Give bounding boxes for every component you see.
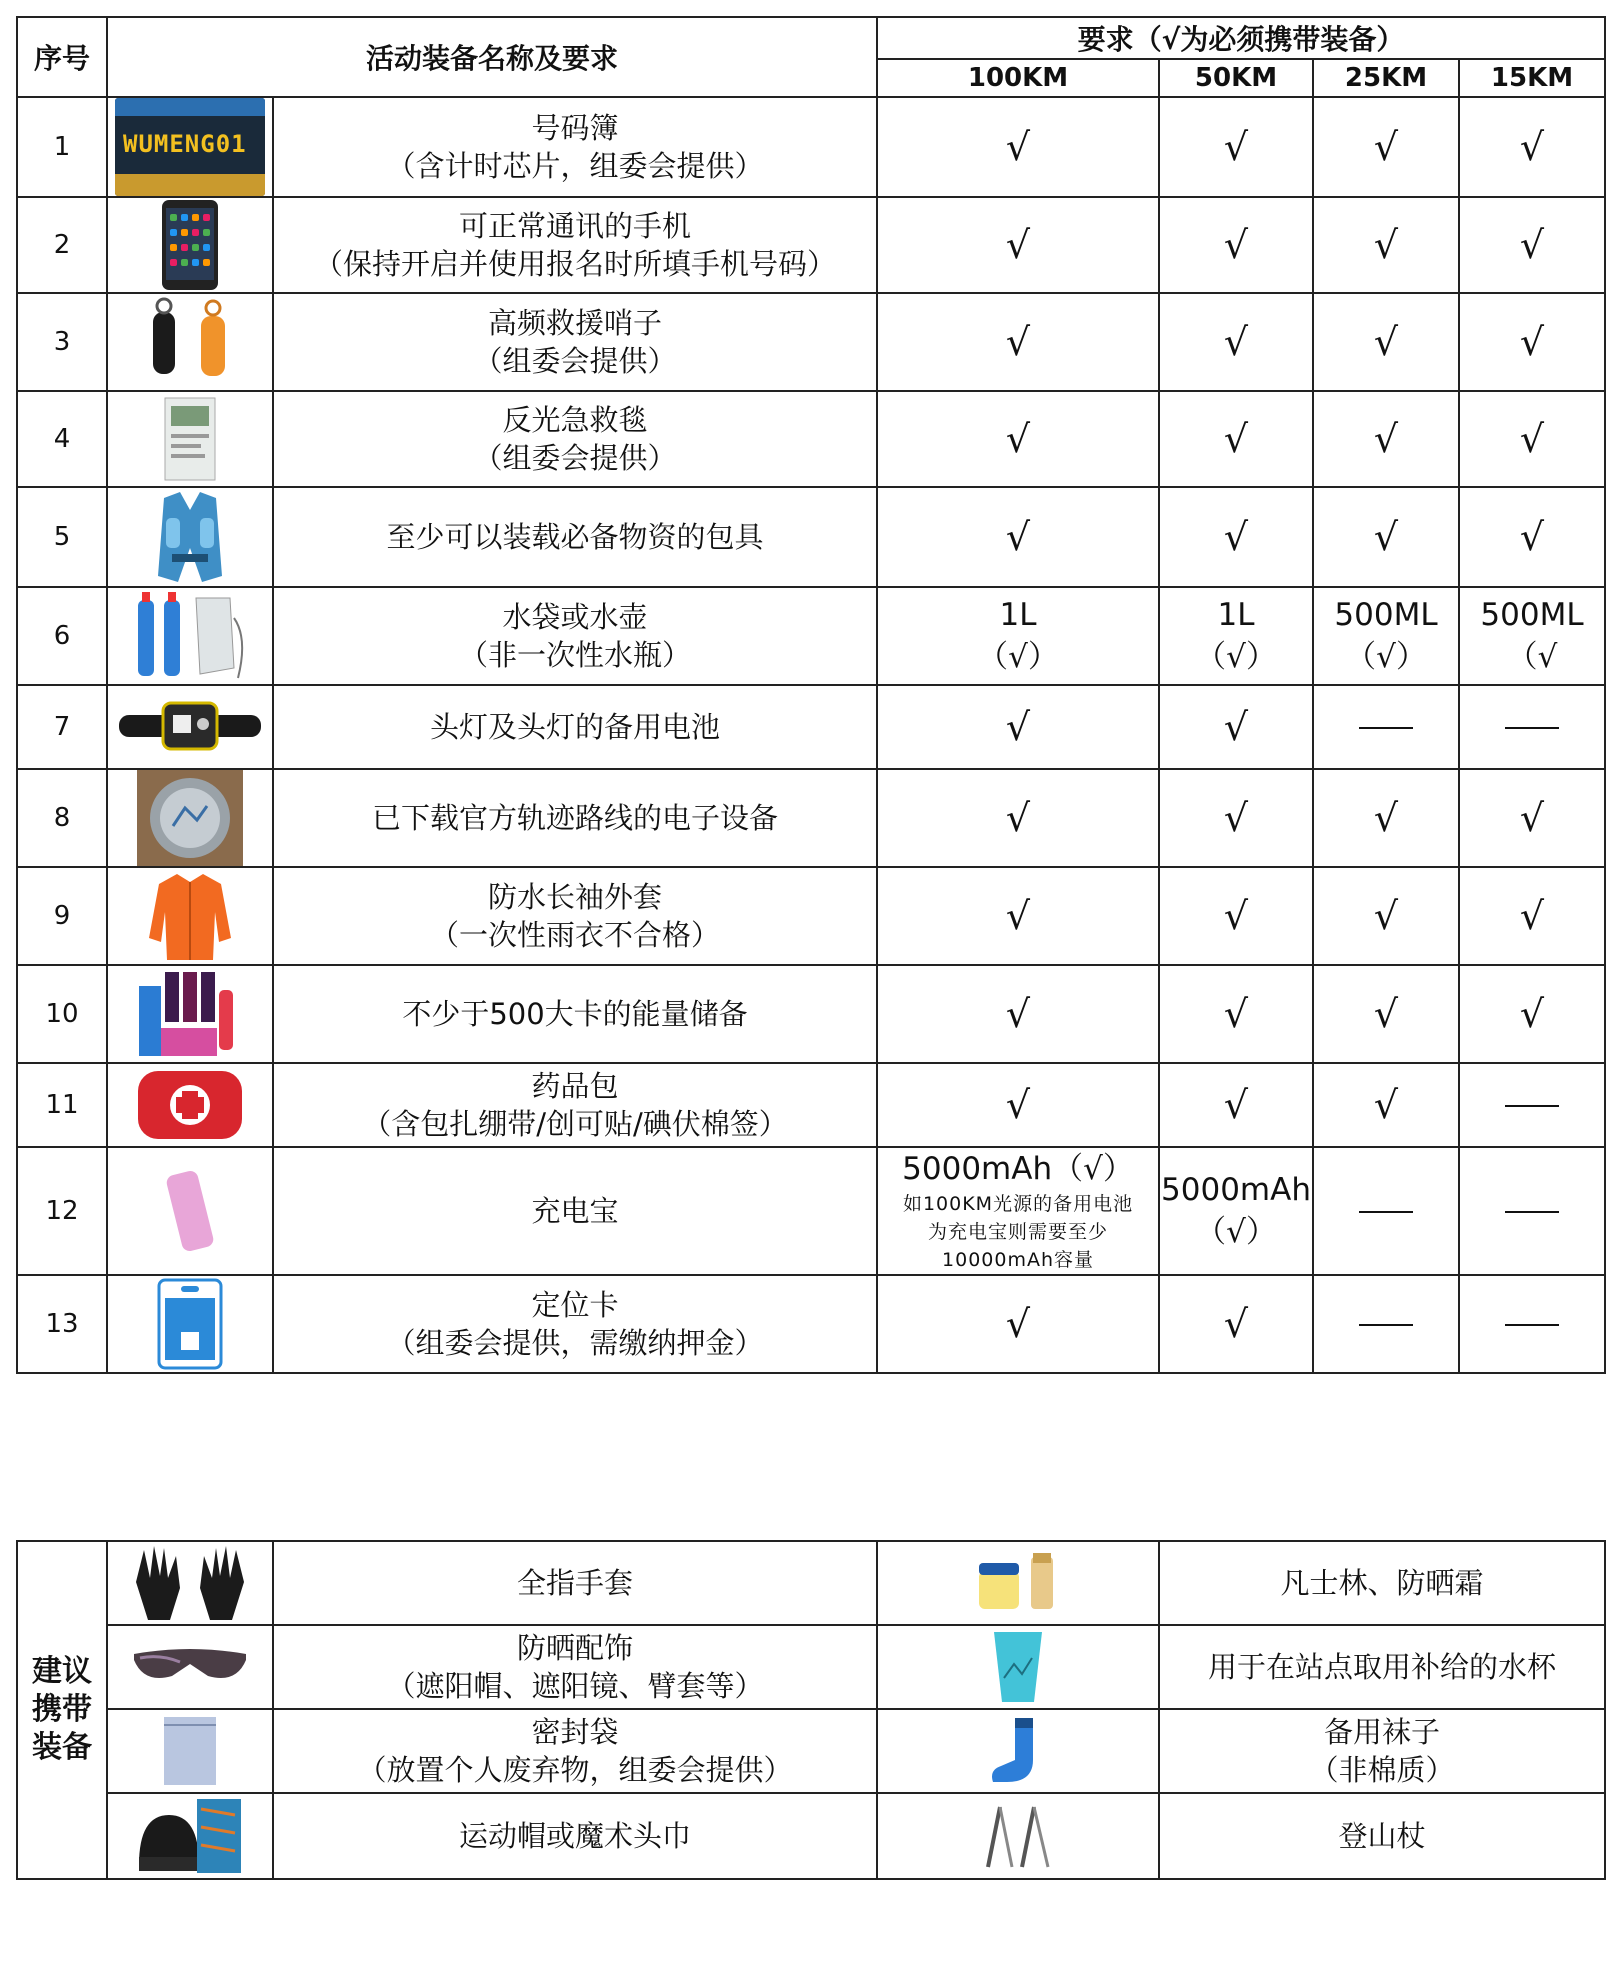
ziplock-bag-icon bbox=[108, 1715, 272, 1787]
item-name: 运动帽或魔术头巾 bbox=[458, 1819, 691, 1853]
beanie-buff-icon bbox=[108, 1795, 272, 1877]
row-number: 3 bbox=[17, 293, 107, 391]
item-note: （含计时芯片，组委会提供） bbox=[386, 149, 764, 183]
table-row bbox=[17, 487, 1605, 587]
row-number: 9 bbox=[17, 867, 107, 965]
check-mark: √ bbox=[1373, 223, 1399, 267]
check-mark: √ bbox=[1519, 894, 1545, 938]
check-mark: √ bbox=[1519, 320, 1545, 364]
header-15km: 15KM bbox=[1459, 59, 1605, 97]
water-flask-icon bbox=[108, 588, 272, 684]
item-note: （保持开启并使用报名时所填手机号码） bbox=[314, 247, 837, 281]
item-name: 备用袜子 bbox=[1323, 1715, 1440, 1749]
item-note: （遮阳帽、遮阳镜、臂套等） bbox=[386, 1669, 764, 1703]
check-mark: √ bbox=[1223, 796, 1249, 840]
gps-tracker-card-icon bbox=[108, 1276, 272, 1372]
check-mark: √ bbox=[1373, 417, 1399, 461]
check-mark: √ bbox=[1519, 796, 1545, 840]
not-required-dash bbox=[1505, 1324, 1559, 1326]
check-mark: √ bbox=[1005, 515, 1031, 559]
row-number: 12 bbox=[17, 1147, 107, 1275]
check-mark: √ bbox=[1005, 796, 1031, 840]
check-mark: √ bbox=[1005, 417, 1031, 461]
whistle-icon bbox=[108, 294, 272, 390]
row-number: 8 bbox=[17, 769, 107, 867]
check-mark: √ bbox=[1519, 515, 1545, 559]
check-mark: √ bbox=[1005, 125, 1031, 169]
power-bank-note: 如100KM光源的备用电池 为充电宝则需要至少 10000mAh容量 bbox=[902, 1193, 1134, 1271]
item-note: （非一次性水瓶） bbox=[459, 638, 692, 672]
cell-value: 1L （√） bbox=[977, 597, 1059, 675]
item-name: 药品包 bbox=[531, 1069, 619, 1103]
item-note: （组委会提供） bbox=[473, 344, 677, 378]
suggested-gear-table bbox=[16, 1540, 1606, 1880]
item-name: 至少可以装载必备物资的包具 bbox=[386, 520, 764, 554]
race-bib-icon bbox=[108, 98, 272, 196]
check-mark: √ bbox=[1223, 125, 1249, 169]
table-row bbox=[17, 1147, 1605, 1275]
table-row bbox=[17, 769, 1605, 867]
row-number: 11 bbox=[17, 1063, 107, 1147]
energy-food-icon bbox=[108, 966, 272, 1062]
power-bank-icon bbox=[108, 1166, 272, 1256]
table-row bbox=[17, 1625, 1605, 1709]
row-number: 13 bbox=[17, 1275, 107, 1373]
check-mark: √ bbox=[1373, 515, 1399, 559]
item-name: 可正常通讯的手机 bbox=[459, 209, 692, 243]
check-mark: √ bbox=[1223, 515, 1249, 559]
check-mark: √ bbox=[1519, 992, 1545, 1036]
table-row bbox=[17, 1793, 1605, 1879]
not-required-dash bbox=[1359, 727, 1413, 729]
hydration-vest-icon bbox=[108, 488, 272, 586]
table-row bbox=[17, 1541, 1605, 1625]
row-number: 4 bbox=[17, 391, 107, 487]
smartphone-icon bbox=[108, 198, 272, 292]
check-mark: √ bbox=[1223, 705, 1249, 749]
check-mark: √ bbox=[1519, 223, 1545, 267]
check-mark: √ bbox=[1223, 320, 1249, 364]
bib-text: WUMENG01 bbox=[123, 130, 247, 158]
item-name: 凡士林、防晒霜 bbox=[1280, 1566, 1484, 1600]
row-number: 5 bbox=[17, 487, 107, 587]
check-mark: √ bbox=[1005, 894, 1031, 938]
item-name: 登山杖 bbox=[1338, 1819, 1426, 1853]
table-row bbox=[17, 197, 1605, 293]
item-note: （含包扎绷带/创可贴/碘伏棉签） bbox=[362, 1107, 788, 1141]
gloves-icon bbox=[108, 1542, 272, 1624]
cell-value: 5000mAh （√） bbox=[1161, 1172, 1311, 1250]
headlamp-icon bbox=[108, 687, 272, 767]
item-name: 密封袋 bbox=[531, 1715, 619, 1749]
table-row bbox=[17, 965, 1605, 1063]
check-mark: √ bbox=[1373, 894, 1399, 938]
check-mark: √ bbox=[1223, 417, 1249, 461]
emergency-blanket-icon bbox=[108, 392, 272, 486]
item-name: 反光急救毯 bbox=[502, 403, 648, 437]
table-row bbox=[17, 1063, 1605, 1147]
row-number: 7 bbox=[17, 685, 107, 769]
sunglasses-icon bbox=[108, 1644, 272, 1690]
not-required-dash bbox=[1505, 1105, 1559, 1107]
row-number: 1 bbox=[17, 97, 107, 197]
header-requirement: 要求（√为必须携带装备） bbox=[877, 17, 1605, 59]
item-name: 用于在站点取用补给的水杯 bbox=[1207, 1650, 1556, 1684]
table-row bbox=[17, 867, 1605, 965]
header-seq: 序号 bbox=[17, 17, 107, 97]
item-note: （非棉质） bbox=[1309, 1753, 1455, 1787]
item-name: 防晒配饰 bbox=[516, 1631, 633, 1665]
check-mark: √ bbox=[1519, 417, 1545, 461]
check-mark: √ bbox=[1005, 320, 1031, 364]
check-mark: √ bbox=[1223, 894, 1249, 938]
cell-value: 500ML （√ bbox=[1480, 597, 1584, 675]
item-note: （放置个人废弃物，组委会提供） bbox=[357, 1753, 793, 1787]
first-aid-kit-icon bbox=[108, 1065, 272, 1145]
check-mark: √ bbox=[1373, 1083, 1399, 1127]
sock-icon bbox=[878, 1716, 1158, 1786]
item-name: 不少于500大卡的能量储备 bbox=[402, 997, 748, 1031]
table-row bbox=[17, 391, 1605, 487]
cell-value: 1L （√） bbox=[1195, 597, 1277, 675]
row-number: 10 bbox=[17, 965, 107, 1063]
item-note: （组委会提供，需缴纳押金） bbox=[386, 1326, 764, 1360]
item-name: 已下载官方轨迹路线的电子设备 bbox=[372, 801, 779, 835]
item-name: 水袋或水壶 bbox=[502, 600, 648, 634]
check-mark: √ bbox=[1223, 1083, 1249, 1127]
cell-value: 5000mAh（√） bbox=[902, 1151, 1134, 1187]
header-item: 活动装备名称及要求 bbox=[107, 17, 877, 97]
table-row bbox=[17, 293, 1605, 391]
cell-value: 500ML （√） bbox=[1334, 597, 1438, 675]
header-100km: 100KM bbox=[877, 59, 1159, 97]
check-mark: √ bbox=[1373, 125, 1399, 169]
item-name: 全指手套 bbox=[516, 1566, 633, 1600]
check-mark: √ bbox=[1223, 1302, 1249, 1346]
trekking-poles-icon bbox=[878, 1803, 1158, 1869]
item-note: （组委会提供） bbox=[473, 441, 677, 475]
header-50km: 50KM bbox=[1159, 59, 1313, 97]
suggested-label: 建议 携带 装备 bbox=[17, 1541, 107, 1879]
item-name: 号码簿 bbox=[531, 111, 619, 145]
item-name: 定位卡 bbox=[531, 1288, 619, 1322]
check-mark: √ bbox=[1223, 992, 1249, 1036]
gps-watch-icon bbox=[108, 770, 272, 866]
item-name: 防水长袖外套 bbox=[488, 880, 663, 914]
table-row bbox=[17, 1275, 1605, 1373]
check-mark: √ bbox=[1005, 705, 1031, 749]
table-row bbox=[17, 587, 1605, 685]
check-mark: √ bbox=[1005, 1083, 1031, 1127]
row-number: 2 bbox=[17, 197, 107, 293]
table-row bbox=[17, 97, 1605, 197]
jacket-icon bbox=[108, 868, 272, 964]
item-name: 头灯及头灯的备用电池 bbox=[430, 710, 721, 744]
not-required-dash bbox=[1505, 1211, 1559, 1213]
check-mark: √ bbox=[1373, 796, 1399, 840]
check-mark: √ bbox=[1005, 992, 1031, 1036]
item-name: 高频救援哨子 bbox=[488, 306, 663, 340]
check-mark: √ bbox=[1519, 125, 1545, 169]
not-required-dash bbox=[1359, 1324, 1413, 1326]
item-name: 充电宝 bbox=[531, 1194, 619, 1228]
table-row bbox=[17, 685, 1605, 769]
check-mark: √ bbox=[1005, 223, 1031, 267]
item-note: （一次性雨衣不合格） bbox=[430, 918, 721, 952]
table-row bbox=[17, 1709, 1605, 1793]
row-number: 6 bbox=[17, 587, 107, 685]
check-mark: √ bbox=[1223, 223, 1249, 267]
check-mark: √ bbox=[1005, 1302, 1031, 1346]
mandatory-gear-table bbox=[16, 16, 1606, 1374]
check-mark: √ bbox=[1373, 992, 1399, 1036]
check-mark: √ bbox=[1373, 320, 1399, 364]
not-required-dash bbox=[1359, 1211, 1413, 1213]
header-25km: 25KM bbox=[1313, 59, 1459, 97]
cup-icon bbox=[878, 1628, 1158, 1706]
not-required-dash bbox=[1505, 727, 1559, 729]
vaseline-sunscreen-icon bbox=[878, 1553, 1158, 1613]
